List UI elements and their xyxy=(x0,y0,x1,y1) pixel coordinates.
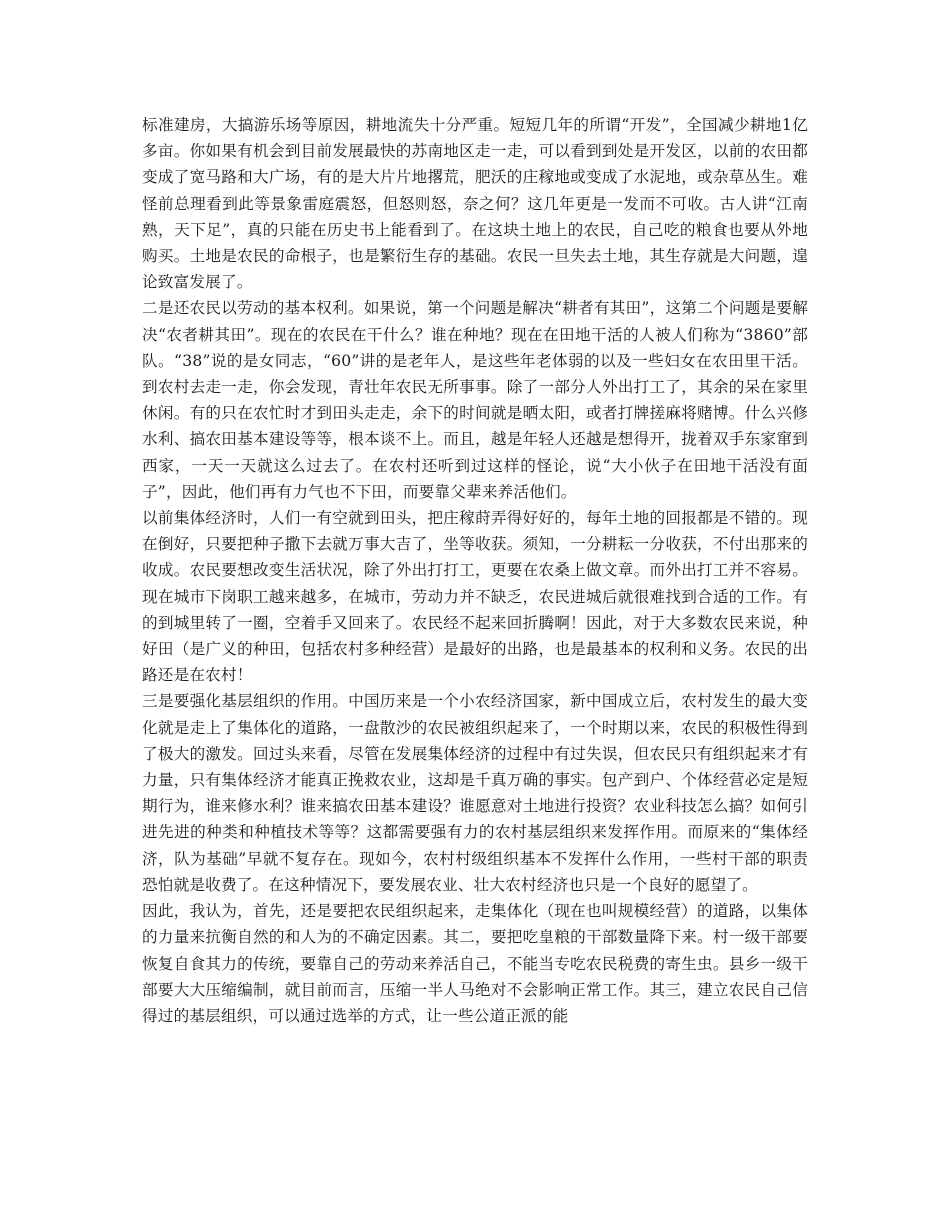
paragraph-collective-economy: 以前集体经济时，人们一有空就到田头，把庄稼莳弄得好好的，每年土地的回报都是不错的。现在倒好，只要把种子撒下去就万事大吉了，坐等收获。须知，一分耕耘一分收获，不付出那来的收成。农民要想改变生活状况，除了外出打打工，更要在农桑上做文章。而外出打工并不容易。现在城市下岗职工越来越多，在城市，劳动力并不缺乏，农民进城后就很难找到合适的工作。有的到城里转了一圈，空着手又回来了。农民经不起来回折腾啊！因此，对于大多数农民来说，种好田（是广义的种田，包括农村多种经营）是最好的出路，也是最基本的权利和义务。农民的出路还是在农村！ xyxy=(142,509,808,685)
paragraph-farmland-loss: 标准建房，大搞游乐场等原因，耕地流失十分严重。短短几年的所谓“开发”，全国减少耕地1亿多亩。你如果有机会到目前发展最快的苏南地区走一走，可以看到到处是开发区，以前的农田都变成了宽马路和大广场，有的是大片片地撂荒，肥沃的庄稼地或变成了水泥地，或杂草丛生。难怪前总理看到此等景象雷庭震怒，但怒则怒，奈之何？这几年更是一发而不可收。古人讲“江南熟，天下足”，真的只能在历史书上能看到了。在这块土地上的农民，自己吃的粮食也要从外地购买。土地是农民的命根子，也是繁衍生存的基础。农民一旦失去土地，其生存就是大问题，遑论致富发展了。 xyxy=(142,116,808,292)
paragraph-conclusion: 因此，我认为，首先，还是要把农民组织起来，走集体化（现在也叫规模经营）的道路，以集体的力量来抗衡自然的和人为的不确定因素。其二，要把吃皇粮的干部数量降下来。村一级干部要恢复自食其力的传统，要靠自己的劳动来养活自己，不能当专吃农民税费的寄生虫。县乡一级干部要大大压缩编制，就目前而言，压缩一半人马绝对不会影响正常工作。其三，建立农民自己信得过的基层组织，可以通过选举的方式，让一些公道正派的能 xyxy=(142,902,808,1025)
paragraph-grassroots-organization: 三是要强化基层组织的作用。中国历来是一个小农经济国家，新中国成立后，农村发生的最大变化就是走上了集体化的道路，一盘散沙的农民被组织起来了，一个时期以来，农民的积极性得到了极大的激发。回过头来看，尽管在发展集体经济的过程中有过失误，但农民只有组织起来才有力量，只有集体经济才能真正挽救农业，这却是千真万确的事实。包产到户、个体经营必定是短期行为，谁来修水利？谁来搞农田基本建设？谁愿意对土地进行投资？农业科技怎么搞？如何引进先进的种类和种植技术等等？这都需要强有力的农村基层组织来发挥作用。而原来的“集体经济，队为基础”早就不复存在。现如今，农村村级组织基本不发挥什么作用，一些村干部的职责恐怕就是收费了。在这种情况下，要发展农业、壮大农村经济也只是一个良好的愿望了。 xyxy=(142,692,808,894)
document-body xyxy=(142,112,808,1029)
paragraph-labor-rights: 二是还农民以劳动的基本权利。如果说，第一个问题是解决“耕者有其田”，这第二个问题是要解决“农者耕其田”。现在的农民在干什么？谁在种地？现在在田地干活的人被人们称为“3860”部队。“38”说的是女同志，“60”讲的是老年人，是这些年老体弱的以及一些妇女在农田里干活。到农村去走一走，你会发现，青壮年农民无所事事。除了一部分人外出打工了，其余的呆在家里休闲。有的只在农忙时才到田头走走，余下的时间就是晒太阳，或者打牌搓麻将赌博。什么兴修水利、搞农田基本建设等等，根本谈不上。而且，越是年轻人还越是想得开，拢着双手东家窜到西家，一天一天就这么过去了。在农村还听到过这样的怪论，说“大小伙子在田地干活没有面子”，因此，他们再有力气也不下田，而要靠父辈来养活他们。 xyxy=(142,299,808,501)
